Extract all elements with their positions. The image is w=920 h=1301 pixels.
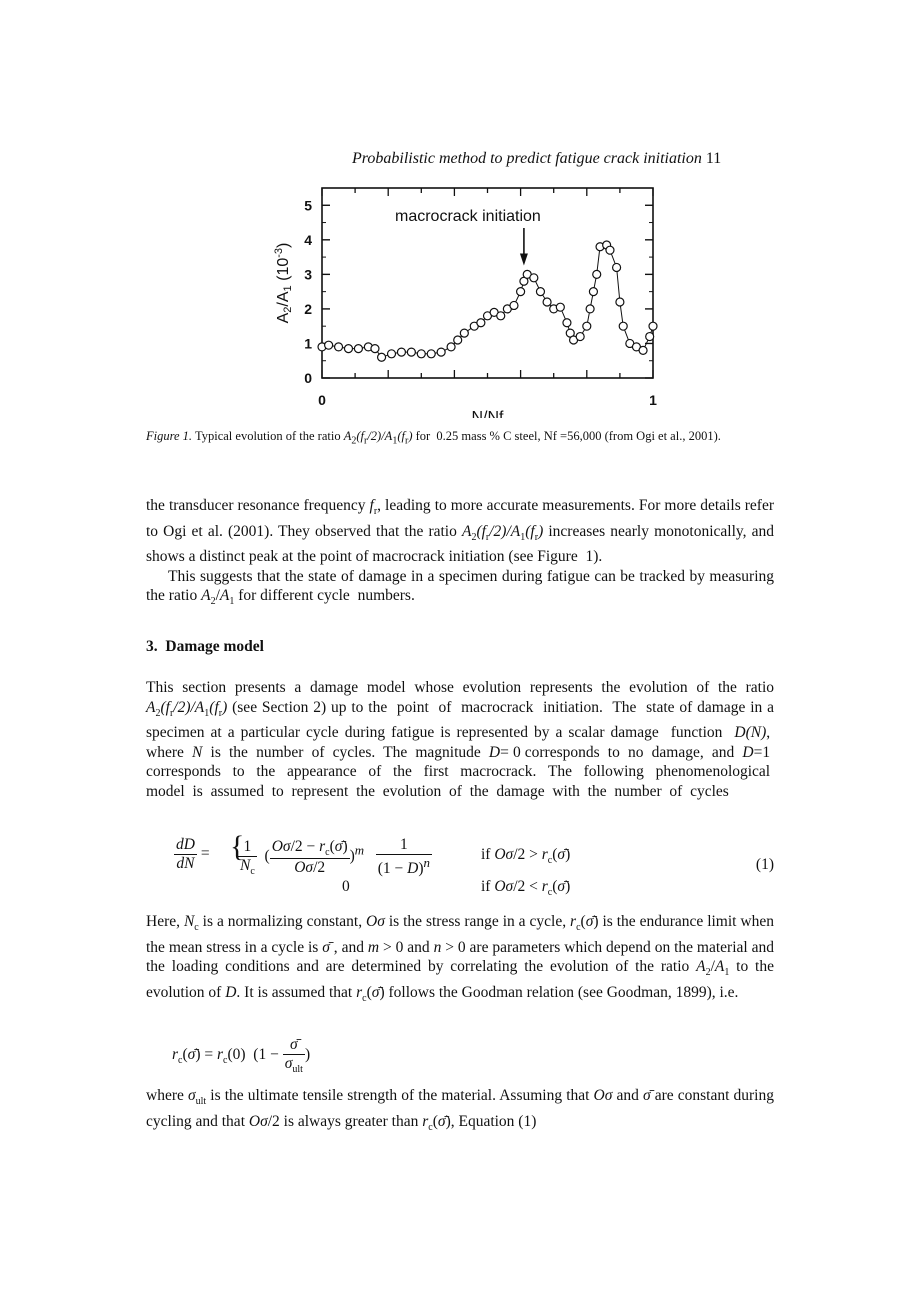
- data-point: [649, 322, 657, 330]
- data-point: [556, 303, 564, 311]
- paragraph-4: where $\sigma_{ult}$ is the ultimate tensile strength of the material. Assuming that Oσ and σ̄ are constant during cycling and that Oσ/2 is always greater than $r_c(\sigmā)$, Equation (1): [146, 1087, 774, 1133]
- data-point: [354, 345, 362, 353]
- data-point: [454, 336, 462, 344]
- data-markers: [318, 241, 657, 361]
- data-point: [325, 341, 333, 349]
- data-point: [563, 319, 571, 327]
- data-point: [593, 270, 601, 278]
- data-point: [619, 322, 627, 330]
- data-point: [517, 288, 525, 296]
- chart-svg: [250, 178, 680, 418]
- y-tick-label: 0: [304, 370, 312, 386]
- paragraph-3: Here, $N_c$ is a normalizing constant, Oσ is the stress range in a cycle, $r_c(\sigmā)$ is the endurance limit when the mean stress in a cycle is σ̄ , and m > 0 and n > 0 are parameters which depend on the material and the loading conditions and are determined by correlating the evolution of the ratio $A_2/A_1$ to the evolution of D. It is assumed that $r_c(\sigmā)$ follows the Goodman relation (see Goodman, 1899), i.e.: [146, 913, 774, 1004]
- data-point: [407, 348, 415, 356]
- x-tick-label: 0: [318, 392, 326, 408]
- data-point: [576, 333, 584, 341]
- y-tick-label: 1: [304, 335, 312, 352]
- data-point: [388, 350, 396, 358]
- eq-brace: {: [230, 830, 245, 863]
- y-axis-label: A2/A1 $(10^{-3})$: [273, 242, 294, 324]
- data-point: [639, 346, 647, 354]
- section-heading: [146, 638, 264, 656]
- eq-case-2: 0: [342, 878, 350, 895]
- section-number: 3.: [146, 638, 158, 655]
- data-point: [437, 348, 445, 356]
- goodman-equation: [146, 1024, 774, 1076]
- series-line: [322, 245, 653, 357]
- running-title: Probabilistic method to predict fatigue crack initiation: [352, 150, 702, 167]
- annotation-arrow: [520, 228, 528, 265]
- data-point: [606, 246, 614, 254]
- figure-1: [250, 178, 680, 423]
- data-point: [427, 350, 435, 358]
- equation-number: (1): [755, 856, 774, 873]
- data-point: [460, 329, 468, 337]
- tick-labels: [304, 197, 657, 408]
- x-axis-label: N/Nf: [471, 409, 504, 418]
- eq-condition-2: if $O\sigma/2 < r_c(\sigmā)$: [481, 878, 571, 899]
- figure-label: Figure 1.: [146, 429, 193, 443]
- arrow-head: [520, 253, 528, 265]
- goodman-eq: $r_c(\sigmā) = r_c(0) (1$ − $\frac{\sigmā}{\sigma_{ult}}$ ): [172, 1036, 311, 1076]
- data-point: [477, 319, 485, 327]
- data-point: [447, 343, 455, 351]
- data-point: [497, 312, 505, 320]
- data-point: [586, 305, 594, 313]
- data-point: [335, 343, 343, 351]
- data-point: [397, 348, 405, 356]
- data-point: [616, 298, 624, 306]
- paragraph-1: the transducer resonance frequency $f_r$, leading to more accurate measurements. For more details refer to Ogi et al. (2001). They observed that the ratio $A_2(f_r/2)/A_1(f_r)$ increases nearly monotonically, and shows a distinct peak at the point of macrocrack initiation (see Figure 1). This suggests that the state of damage in a specimen during fatigue can be tracked by measuring the ratio $A_2/A_1$ for different cycle numbers.: [146, 497, 774, 608]
- data-point: [510, 301, 518, 309]
- x-tick-label: 1: [649, 392, 657, 408]
- running-header: [352, 150, 721, 168]
- page-number: 11: [705, 150, 722, 167]
- data-point: [371, 345, 379, 353]
- data-point: [589, 288, 597, 296]
- y-tick-label: 4: [304, 231, 312, 248]
- eq-lhs: $\frac{dD}{dN}$ =: [176, 836, 210, 872]
- data-point: [543, 298, 551, 306]
- y-tick-label: 3: [304, 266, 312, 283]
- figure-caption: Figure 1. Typical evolution of the ratio $A_2(f_r/2)/A_1(f_r)$ for 0.25 mass % C steel, Nf =56,000 (from Ogi et al., 2001).: [146, 429, 721, 447]
- eq-case-1: $\frac{1}{N_c}$ ( $\frac{O\sigma/2 - r_c(\sigmā)}{O\sigma/2}$ )$^m$ $\frac{1}{(1 - D)^n}$: [240, 836, 430, 878]
- eq-condition-1: if $O\sigma/2 > r_c(\sigmā)$: [481, 846, 571, 867]
- y-tick-label: 5: [304, 197, 312, 214]
- data-point: [613, 263, 621, 271]
- section-title: Damage model: [165, 638, 264, 655]
- data-point: [536, 288, 544, 296]
- data-point: [378, 353, 386, 361]
- paragraph-2: This section presents a damage model whose evolution represents the evolution of the ratio $A_2(f_r/2)/A_1(f_r)$ (see Section 2) up to the point of macrocrack initiation. The state of damage in a specimen at a particular cycle during fatigue is represented by a scalar damage function D(N), where N is the number of cycles. The magnitude D= 0 corresponds to no damage, and D=1 corresponds to the appearance of the first macrocrack. The following phenomenological model is assumed to represent the evolution of the damage with the number of cycles: [146, 679, 774, 800]
- y-tick-label: 2: [304, 300, 312, 317]
- data-point: [344, 345, 352, 353]
- equation-1: [146, 830, 774, 899]
- data-point: [530, 274, 538, 282]
- data-point: [583, 322, 591, 330]
- data-point: [417, 350, 425, 358]
- data-point: [646, 333, 654, 341]
- annotation-label: macrocrack initiation: [395, 208, 541, 225]
